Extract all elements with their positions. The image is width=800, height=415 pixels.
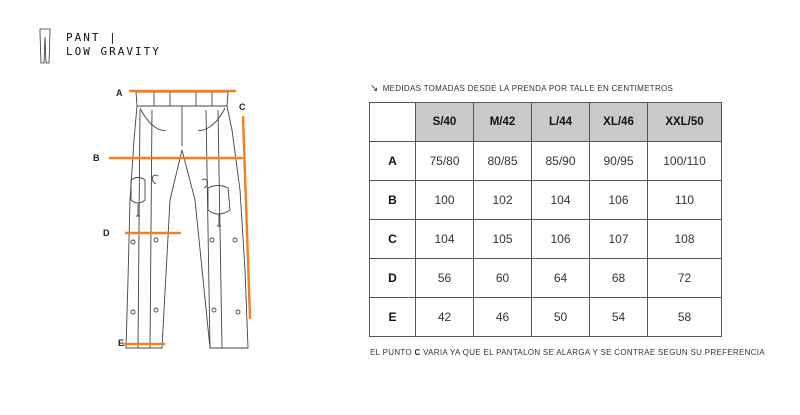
footnote-bold: C [414,348,421,357]
table-row [370,298,722,337]
brand-line-1: PANT | [66,31,118,44]
brand-logo [34,28,204,64]
table-cell: 85/90 [532,142,590,181]
table-cell: 105 [474,220,532,259]
table-cell: 46 [474,298,532,337]
row-label: E [370,298,416,337]
figure-letter-a: A [116,88,123,98]
table-header-row [370,103,722,142]
size-header: XXL/50 [648,103,722,142]
table-cell: 54 [590,298,648,337]
size-header: XL/46 [590,103,648,142]
figure-letter-c: C [239,102,246,112]
table-row [370,181,722,220]
table-cell: 110 [648,181,722,220]
table-cell: 50 [532,298,590,337]
table-row [370,142,722,181]
figure-letter-b: B [93,153,100,163]
table-cell: 107 [590,220,648,259]
diagonal-arrow-icon: ↘ [370,83,379,94]
table-cell: 68 [590,259,648,298]
pants-measurement-figure [93,80,370,360]
size-header: S/40 [416,103,474,142]
table-cell: 104 [532,181,590,220]
table-cell: 106 [532,220,590,259]
table-cell: 75/80 [416,142,474,181]
table-row [370,259,722,298]
table-cell: 108 [648,220,722,259]
table-cell: 104 [416,220,474,259]
row-label: B [370,181,416,220]
table-cell: 64 [532,259,590,298]
table-cell: 56 [416,259,474,298]
size-header: L/44 [532,103,590,142]
table-cell: 58 [648,298,722,337]
footnote-pre: EL PUNTO [370,348,415,357]
pant-icon [38,28,52,64]
size-table [369,102,722,337]
measure-line-c [243,117,250,318]
table-row [370,220,722,259]
table-cell: 42 [416,298,474,337]
table-cell: 100 [416,181,474,220]
table-intro [370,83,673,94]
row-label: D [370,259,416,298]
pants-illustration [100,80,370,360]
footnote-post: VARIA YA QUE EL PANTALON SE ALARGA Y SE CONTRAE SEGUN SU PREFERENCIA [420,348,765,357]
row-label: A [370,142,416,181]
table-cell: 106 [590,181,648,220]
table-intro-text: MEDIDAS TOMADAS DESDE LA PRENDA POR TALLE EN CENTIMETROS [382,84,674,93]
figure-letter-d: D [103,228,110,238]
row-label: C [370,220,416,259]
table-cell: 100/110 [648,142,722,181]
table-cell: 72 [648,259,722,298]
table-cell: 90/95 [590,142,648,181]
brand-line-2: LOW GRAVITY [66,45,161,58]
table-corner-cell [370,103,416,142]
figure-letter-e: E [118,338,125,348]
table-cell: 102 [474,181,532,220]
table-cell: 80/85 [474,142,532,181]
size-header: M/42 [474,103,532,142]
footnote [370,348,780,358]
table-cell: 60 [474,259,532,298]
